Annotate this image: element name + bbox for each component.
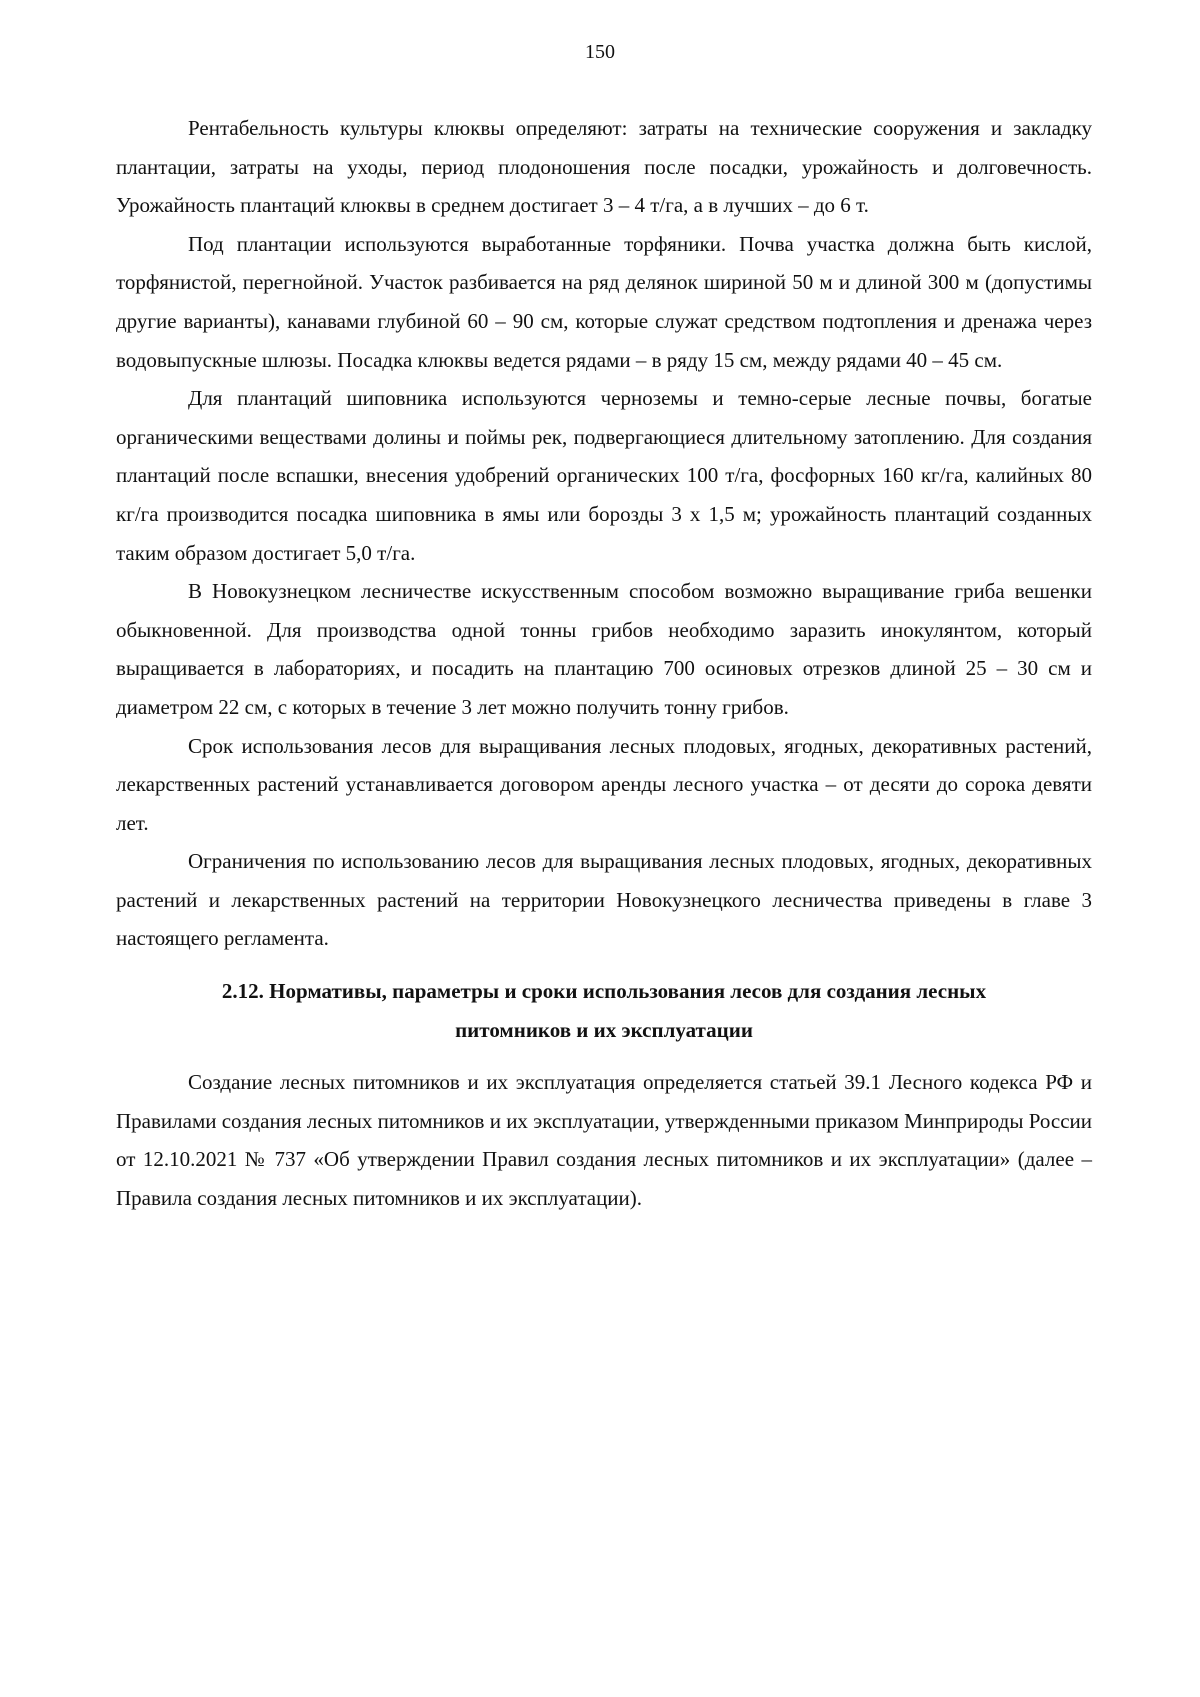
paragraph-oyster-mushroom: В Новокузнецком лесничестве искусственным способом возможно выращивание гриба вешенки обыкновенной. Для производства одной тонны грибов необходимо заразить инокулянтом, который выращивается в лабораториях, и посадить на плантацию 700 осиновых отрезков длиной 25 – 30 см и диаметром 22 см, с которых в течение 3 лет можно получить тонну грибов. (116, 579, 1092, 719)
section-heading: 2.12. Нормативы, параметры и сроки использования лесов для создания лесных питомников и их эксплуатации (221, 979, 987, 1042)
document-body (116, 109, 1092, 1218)
paragraph-usage-term: Срок использования лесов для выращивания лесных плодовых, ягодных, декоративных растений, лекарственных растений устанавливается договором аренды лесного участка – от десяти до сорока девяти лет. (116, 733, 1092, 835)
paragraph-usage-restrictions: Ограничения по использованию лесов для выращивания лесных плодовых, ягодных, декоративных растений и лекарственных растений на территории Новокузнецкого лесничества приведены в главе 3 настоящего регламента. (116, 849, 1092, 951)
page-number: 150 (585, 41, 615, 63)
paragraph-forest-nurseries: Создание лесных питомников и их эксплуатация определяется статьей 39.1 Лесного кодекса РФ и Правилами создания лесных питомников и их эксплуатации, утвержденными приказом Минприроды России от 12.10.2021 № 737 «Об утверждении Правил создания лесных питомников и их эксплуатации» (далее – Правила создания лесных питомников и их эксплуатации). (116, 1070, 1092, 1211)
paragraph-rosehip-plantations: Для плантаций шиповника используются черноземы и темно-серые лесные почвы, богатые органическими веществами долины и поймы рек, подвергающиеся длительному затоплению. Для создания плантаций после вспашки, внесения удобрений органических 100 т/га, фосфорных 160 кг/га, калийных 80 кг/га производится посадка шиповника в ямы или борозды 3 х 1,5 м; урожайность плантаций созданных таким образом достигает 5,0 т/га. (116, 386, 1092, 565)
paragraph-cranberry-profitability: Рентабельность культуры клюквы определяют: затраты на технические сооружения и закладку плантации, затраты на уходы, период плодоношения после посадки, урожайность и долговечность. Урожайность плантаций клюквы в среднем достигает 3 – 4 т/га, а в лучших – до 6 т. (116, 116, 1092, 218)
paragraph-plantation-soil: Под плантации используются выработанные торфяники. Почва участка должна быть кислой, торфянистой, перегнойной. Участок разбивается на ряд делянок шириной 50 м и длиной 300 м (допустимы другие варианты), канавами глубиной 60 – 90 см, которые служат средством подтопления и дренажа через водовыпускные шлюзы. Посадка клюквы ведется рядами – в ряду 15 см, между рядами 40 – 45 см. (116, 231, 1092, 372)
